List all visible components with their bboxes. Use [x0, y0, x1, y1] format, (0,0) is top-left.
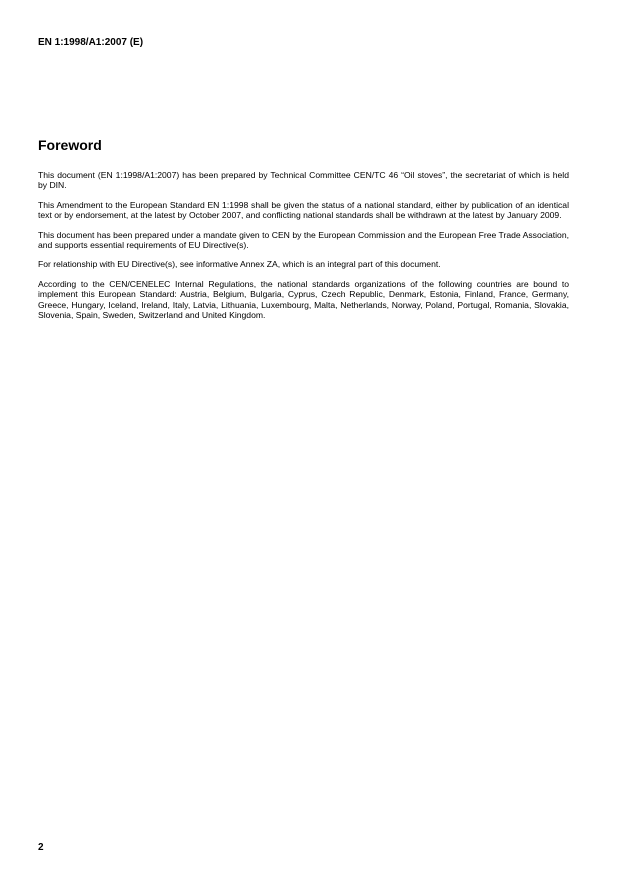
paragraph-4: For relationship with EU Directive(s), see informative Annex ZA, which is an integral part of this document.: [38, 259, 441, 270]
section-title: Foreword: [38, 137, 102, 153]
foreword-body: [38, 170, 569, 329]
paragraph-3: This document has been prepared under a mandate given to CEN by the European Commission and the European Free Trade Association, and supports essential requirements of EU Directive(s).: [38, 229, 569, 251]
paragraph-5: According to the CEN/CENELEC Internal Regulations, the national standards organizations of the following countries are bound to implement this European Standard: Austria, Belgium, Bulgaria, Cyprus, Czech Republic, Denmark, Estonia, Finland, France, Germany, Greece, Hungary, Iceland, Ireland, Italy, Latvia, Lithuania, Luxembourg, Malta, Netherlands, Norway, Poland, Portugal, Romania, Slovakia, Slovenia, Spain, Sweden, Switzerland and United Kingdom.: [38, 278, 569, 321]
page-number: 2: [38, 842, 44, 853]
paragraph-2: This Amendment to the European Standard EN 1:1998 shall be given the status of a national standard, either by publication of an identical text or by endorsement, at the latest by October 2007, and conflicting national standards shall be withdrawn at the latest by January 2009.: [38, 199, 569, 221]
paragraph-1: This document (EN 1:1998/A1:2007) has been prepared by Technical Committee CEN/TC 46 “Oil stoves”, the secretariat of which is held by DIN.: [38, 170, 569, 191]
document-id-header: EN 1:1998/A1:2007 (E): [38, 37, 144, 48]
